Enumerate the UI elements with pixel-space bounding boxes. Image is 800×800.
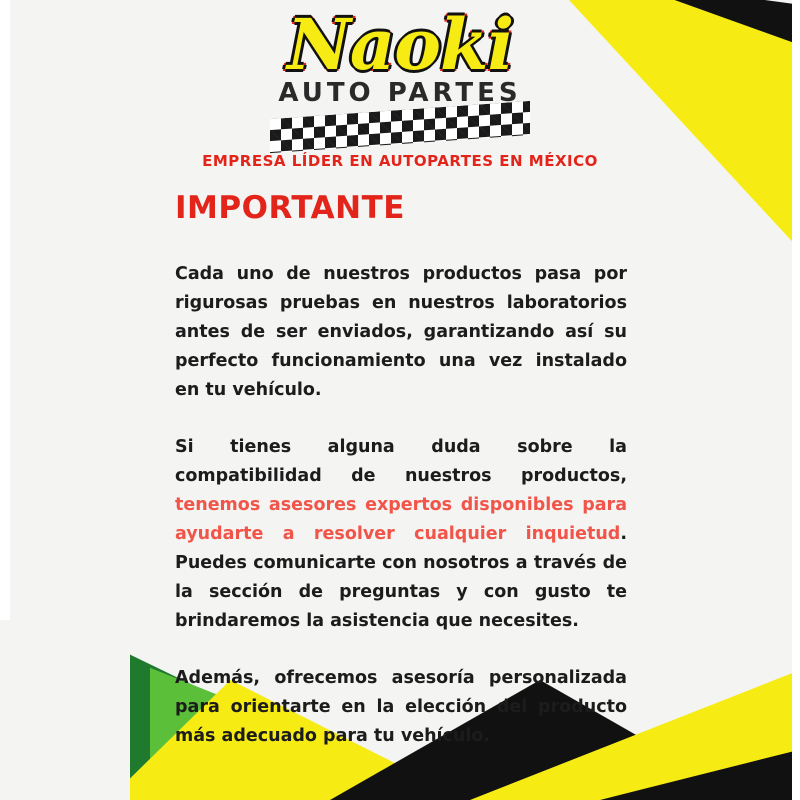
brand-logo-subtitle: AUTO PARTES xyxy=(278,78,522,108)
paragraph-support-highlight: tenemos asesores expertos disponibles para ayudarte a resolver cualquier inquietud xyxy=(175,495,627,544)
paragraph-quality: Cada uno de nuestros productos pasa por rigurosas pruebas en nuestros laboratorios antes de ser enviados, garantizando así su perfecto funcionamiento una vez instalado en tu vehículo. xyxy=(175,264,627,400)
bottom-left-white-strip xyxy=(0,620,130,800)
notice-content xyxy=(175,190,627,751)
brand-logo-wordmark: Naoki xyxy=(286,3,514,86)
page-title: IMPORTANTE xyxy=(175,190,405,226)
paragraph-support xyxy=(175,433,627,636)
paragraph-support-lead: Si tienes alguna duda sobre la compatibilidad de nuestros productos, xyxy=(175,437,627,486)
right-edge-strip xyxy=(792,0,800,800)
paragraph-advice: Además, ofrecemos asesoría personalizada para orientarte en la elección del producto más adecuado para tu vehículo. xyxy=(175,668,627,746)
brand-tagline: EMPRESA LÍDER EN AUTOPARTES EN MÉXICO xyxy=(202,152,598,170)
paragraph-support-tail: . Puedes comunicarte con nosotros a través de la sección de preguntas y con gusto te brindaremos la asistencia que necesites. xyxy=(175,524,627,631)
brand-header xyxy=(0,0,800,170)
checkered-flag-graphic xyxy=(270,101,530,153)
